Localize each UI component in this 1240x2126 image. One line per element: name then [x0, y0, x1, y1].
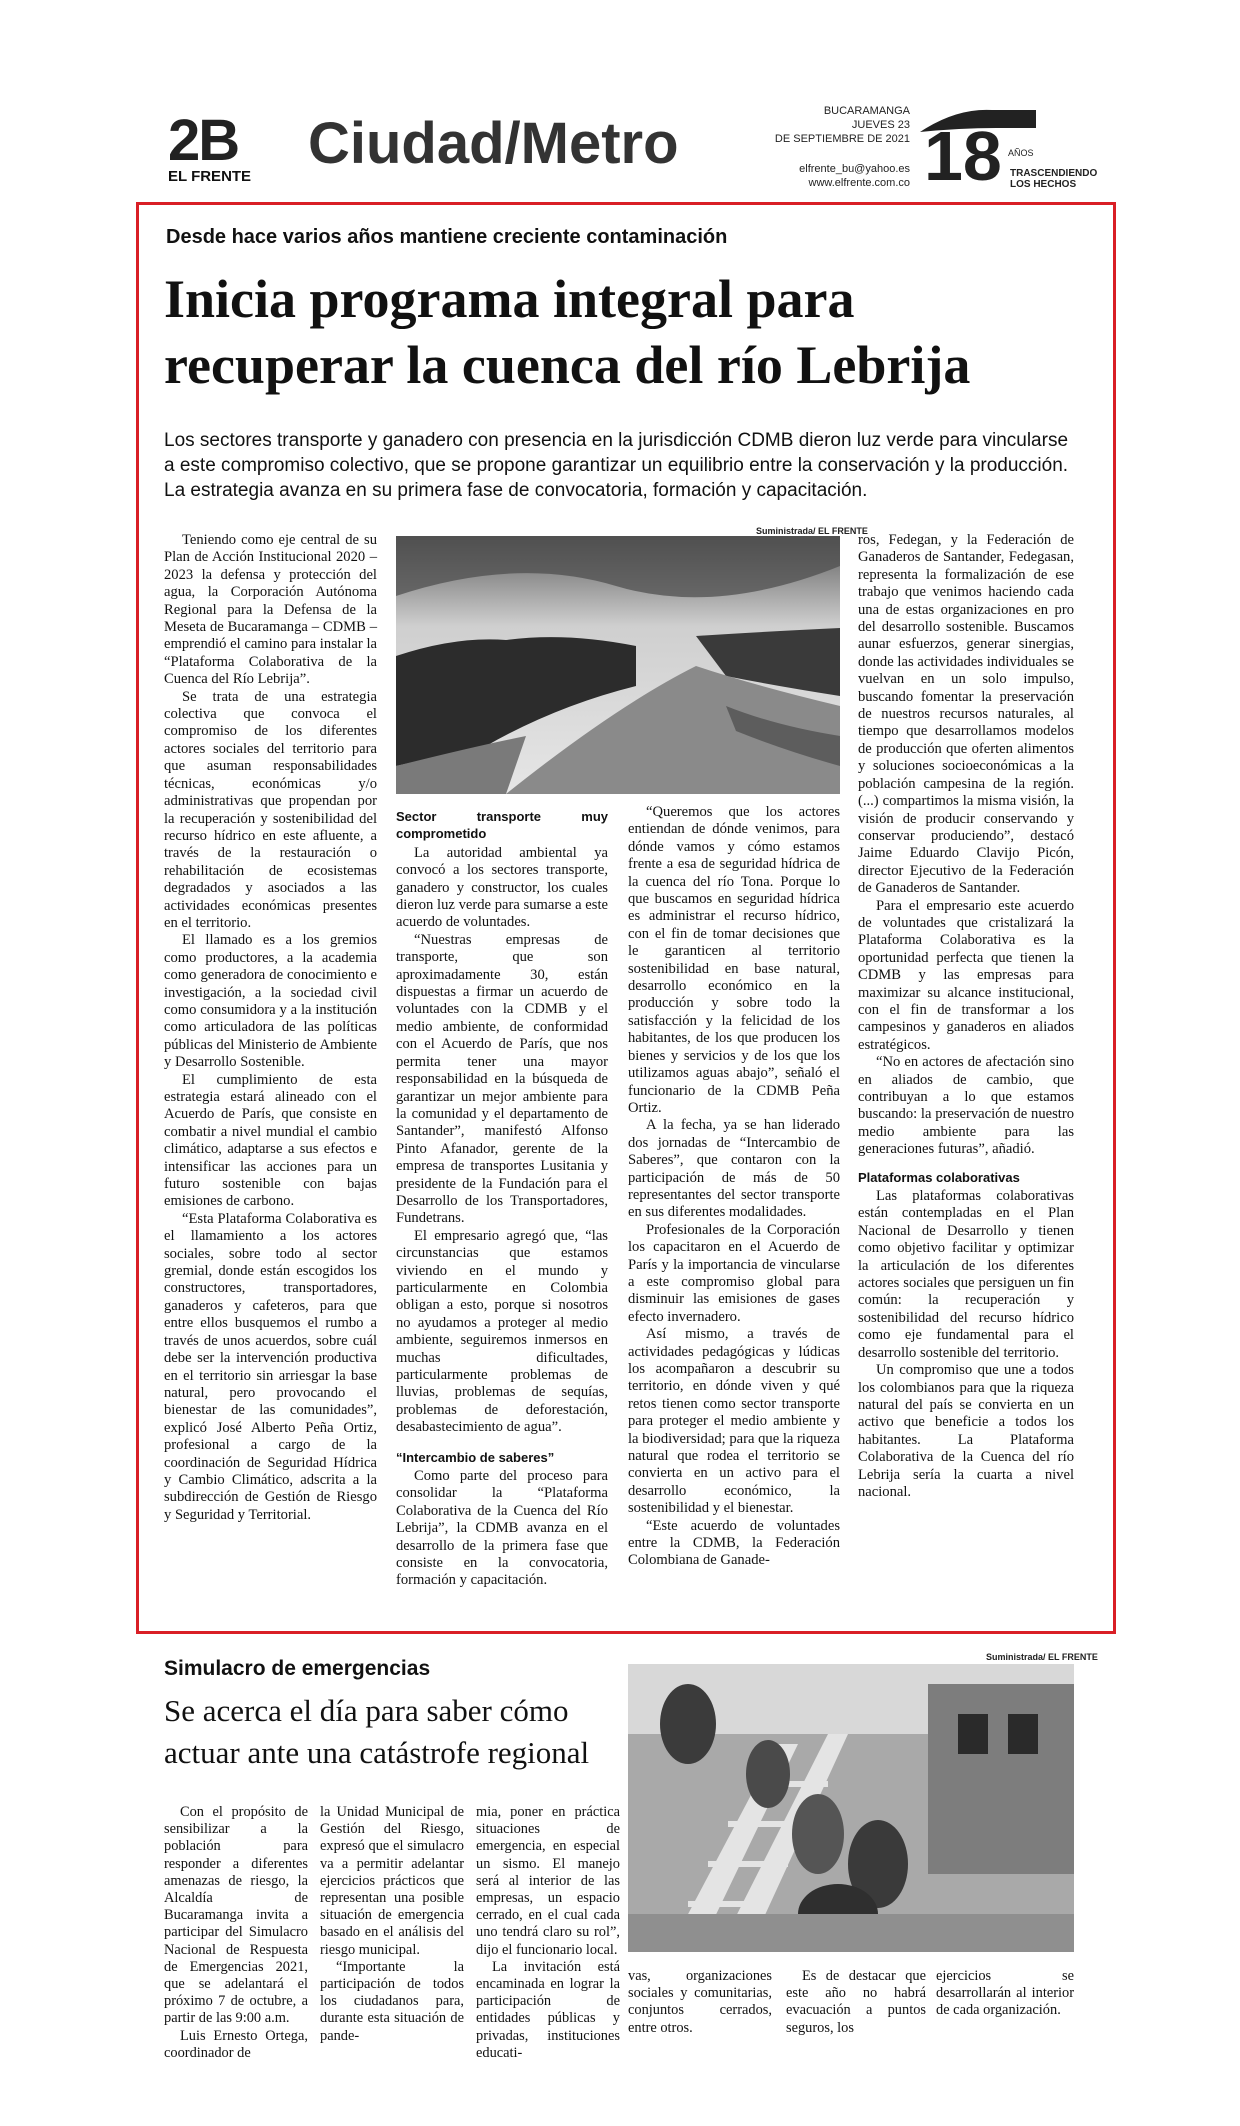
paragraph: Como parte del proceso para consolidar la “Plataforma Colaborativa de la Cuenca del Río Lebrija”, la CDMB avanza en el desarrollo de la primera fase que consiste en la convocatoria, formación y capacitación. [396, 1468, 608, 1589]
main-column-4 [858, 532, 1074, 1610]
main-headline-line-1: Inicia programa integral para [164, 269, 855, 329]
second-column-6 [936, 1968, 1074, 2028]
paragraph: “Queremos que los actores entiendan de dónde venimos, para dónde vamos y cómo estamos frente a esa de seguridad hídrica de la cuenca del río Tona. Porque lo que buscamos en seguridad hídrica es administrar el recurso hídrico, con el fin de tomar decisiones que le garanticen al territorio sostenibilidad en base natural, desarrollo económico en la producción y sobre todo la satisfacción y la felicidad de los habitantes, de los que producen los bienes y servicios y de los que los utilizamos aguas abajo”, señaló el funcionario de la CDMB Peña Ortiz. [628, 804, 840, 1116]
subhead-knowledge-exchange: “Intercambio de saberes” [396, 1449, 555, 1465]
paragraph: “No en actores de afectación sino en aliados de cambio, que contribuyan a lo que estamos buscando: la preservación de nuestro medio ambiente para las generaciones futuras”, añadió. [858, 1054, 1074, 1158]
main-headline [164, 266, 1094, 398]
header-date-day: JUEVES 23 [851, 119, 910, 131]
paragraph: Las plataformas colaborativas están contempladas en el Plan Nacional de Desarrollo y tienen como objetivo facilitar y optimizar la articulación de los diferentes actores sociales que persiguen un fin común: la recuperación y sostenibilidad del recurso hídrico como eje fundamental para el desarrollo sostenible del territorio. [858, 1188, 1074, 1361]
header-city: BUCARAMANGA [823, 105, 910, 117]
second-column-3 [476, 1804, 620, 2061]
paragraph: Es de destacar que este año no habrá evacuación a puntos seguros, los [786, 1968, 926, 2036]
main-column-3 [628, 804, 840, 1610]
paragraph: “Este acuerdo de voluntades entre la CDMB, la Federación Colombiana de Ganade- [628, 1517, 840, 1569]
second-headline [164, 1690, 624, 1774]
paragraph: Un compromiso que une a todos los colombianos para que la riqueza natural del país se convierta en un activo que beneficie a todos los habitantes. La Plataforma Colaborativa de la Cuenca del río Lebrija sería la cuarta a nivel nacional. [858, 1362, 1074, 1500]
tagline-line-1: TRASCENDIENDO [1010, 168, 1098, 179]
header-website[interactable]: www.elfrente.com.co [808, 177, 910, 189]
paragraph: El empresario agregó que, “las circunstancias que estamos viviendo en el mundo y particularmente en Colombia obligan a esto, porque si nosotros no ayudamos a proteger al medio ambiente, seguiremos inmersos en muchas dificultades, particularmente problemas de lluvias, problemas de sequías, problemas de deforestación, desabastecimiento de agua”. [396, 1227, 608, 1436]
paragraph: mia, poner en práctica situaciones de emergencia, en especial un sismo. El manejo será al interior de las empresas, un espacio cerrado, en el cual cada uno tendrá claro su rol”, dijo el funcionario local. [476, 1804, 620, 1958]
tagline-line-2: LOS HECHOS [1010, 179, 1077, 190]
paragraph: Así mismo, a través de actividades pedagógicas y lúdicas los acompañaron a descubrir su territorio, en dónde viven y qué retos tienen como sector transporte para proteger el medio ambiente y la biodiversidad; para que la riqueza natural que rodea el territorio se convierta en un activo para el desarrollo económico, la sostenibilidad y el bienestar. [628, 1326, 840, 1517]
second-column-2 [320, 1804, 464, 2044]
anniversary-years-label: AÑOS [1008, 148, 1034, 158]
paragraph: El llamado es a los gremios como productores, a la academia como generadora de conocimiento e investigación, a la sociedad civil como consumidora y a la institución como articuladora de las políticas públicas del Ministerio de Ambiente y Desarrollo Sostenible. [164, 932, 377, 1071]
paragraph: Teniendo como eje central de su Plan de Acción Institucional 2020 – 2023 la defensa y protección del agua, la Corporación Autónoma Regional para la Defensa de la Meseta de Bucaramanga – CDMB – emprendió el camino para instalar la “Plataforma Colaborativa de la Cuenca del Río Lebrija”. [164, 532, 377, 688]
main-photo-credit: Suministrada/ EL FRENTE [756, 526, 868, 536]
newspaper-brand: EL FRENTE [168, 168, 252, 185]
main-column-1 [164, 532, 377, 1610]
paragraph: “Importante la participación de todos los ciudadanos para, durante esta situación de pande- [320, 1958, 464, 2044]
header-date-month: DE SEPTIEMBRE DE 2021 [774, 133, 910, 145]
paragraph: A la fecha, ya se han liderado dos jornadas de “Intercambio de Saberes”, que contaron con la participación de más de 50 representantes del sector transporte en sus diferentes modalidades. [628, 1117, 840, 1221]
anniversary-tagline [1010, 168, 1097, 190]
main-lead: Los sectores transporte y ganadero con presencia en la jurisdicción CDMB dieron luz verde para vincularse a este compromiso colectivo, que se propone garantizar un equilibrio entre la conservación y la producción. La estrategia avanza en su primera fase de convocatoria, formación y capacitación. [164, 430, 1069, 501]
main-column-2 [396, 804, 608, 1610]
paragraph: ejercicios se desarrollarán al interior de cada organización. [936, 1968, 1074, 2019]
drill-photo [628, 1664, 1074, 1952]
second-column-4 [628, 1968, 772, 2036]
header-meta [775, 104, 910, 190]
paragraph: vas, organizaciones sociales y comunitarias, conjuntos cerrados, entre otros. [628, 1968, 772, 2036]
paragraph: “Nuestras empresas de transporte, que son aproximadamente 30, están dispuestas a firmar un acuerdo de voluntades con la CDMB y el medio ambiente, de conformidad con el Acuerdo de París, que nos permita tener una mayor responsabilidad en la búsqueda de garantizar un mejor ambiente para la comunidad y el departamento de Santander”, manifestó Alfonso Pinto Afanador, gerente de la empresa de transportes Lusitania y presidente de la Fundación para el Desarrollo de los Transportadores, Fundetrans. [396, 931, 608, 1227]
paragraph: Profesionales de la Corporación los capacitaron en el Acuerdo de París y la importancia de vincularse a este compromiso global para disminuir las emisiones de gases efecto invernadero. [628, 1221, 840, 1325]
paragraph: El cumplimiento de esta estrategia estará alineado con el Acuerdo de París, que consiste en combatir a nivel mundial el cambio climático, adaptarse a sus efectos e intensificar las acciones para un futuro sostenible con bajas emisiones de carbono. [164, 1071, 377, 1210]
second-column-5 [786, 1968, 926, 2036]
subhead-platforms: Plataformas colaborativas [858, 1169, 1020, 1185]
paragraph: Se trata de una estrategia colectiva que convoca el compromiso de los diferentes actores sociales del territorio para que asuman responsabilidades técnicas, económicas y/o administrativas que propendan por la recuperación y sostenibilidad del recurso hídrico en este afluente, a través de la restauración o rehabilitación de ecosistemas degradados y asociados a las actividades económicas presentes en el territorio. [164, 688, 377, 931]
paragraph: “Esta Plataforma Colaborativa es el llamamiento a los actores sociales, sobre todo al sector gremial, donde están escogidos los constructores, transportadores, ganaderos y cafeteros, para que entre ellos busquemos el rumbo a través de unos acuerdos, sobre cuál debe ser la intervención productiva en el territorio sin arriesgar la base natural, pero provocando el bienestar de las comunidades”, explicó José Alberto Peña Ortiz, profesional a cargo de la coordinación de Seguridad Hídrica y Cambio Climático, adscrita a la subdirección de Gestión de Riesgo y Seguridad y Territorial. [164, 1210, 377, 1523]
paragraph: la Unidad Municipal de Gestión del Riesgo, expresó que el simulacro va a permitir adelantar ejercicios prácticos que representan una posible situación de emergencia basado en el análisis del riesgo municipal. [320, 1804, 464, 1958]
anniversary-number: 18 [924, 117, 1002, 195]
paragraph: La autoridad ambiental ya convocó a los sectores transporte, ganadero y constructor, los cuales dieron luz verde para sumarse a este acuerdo de voluntades. [396, 844, 608, 931]
main-kicker: Desde hace varios años mantiene creciente contaminación [166, 226, 728, 248]
second-column-1 [164, 1804, 308, 2061]
header-email[interactable]: elfrente_bu@yahoo.es [799, 163, 910, 175]
paragraph: Con el propósito de sensibilizar a la población para responder a diferentes amenazas de riesgo, la Alcaldía de Bucaramanga invita a participar del Simulacro Nacional de Respuesta de Emergencias 2021, que se adelantará el próximo 7 de octubre, a partir de las 9:00 a.m. [164, 1804, 308, 2027]
main-headline-line-2: recuperar la cuenca del río Lebrija [164, 335, 971, 395]
subhead-transport: Sector transporte muy comprometido [396, 809, 608, 842]
paragraph: Para el empresario este acuerdo de voluntades que cristalizará la Plataforma Colaborativa es la oportunidad perfecta que tienen la CDMB y las empresas para maximizar su alcance institucional, con el fin de transformar a los campesinos y ganaderos en aliados estratégicos. [858, 897, 1074, 1053]
paragraph: ros, Fedegan, y la Federación de Ganaderos de Santander, Fedegasan, representa la formalización de ese trabajo que venimos haciendo cada una de estas organizaciones en pro del desarrollo sostenible. Buscamos aunar esfuerzos, generar sinergias, donde las actividades individuales se vuelvan en un solo impulso, buscando fomentar la preservación de nuestros recursos naturales, al tiempo que desarrollamos modelos de producción que oferten alimentos y soluciones socioeconómicas a la población campesina de la región. (...) compartimos la misma visión, la visión de producir conservando y conservar produciendo”, destacó Jaime Eduardo Clavijo Picón, director Ejecutivo de la Federación de Ganaderos de Santander. [858, 532, 1074, 897]
paragraph: La invitación está encaminada en lograr la participación de entidades públicas y privadas, instituciones educati- [476, 1958, 620, 2061]
second-kicker: Simulacro de emergencias [164, 1657, 431, 1680]
section-number: 2B [168, 108, 239, 173]
section-title: Ciudad/Metro [308, 111, 679, 176]
river-photo [396, 536, 840, 794]
paragraph: Luis Ernesto Ortega, coordinador de [164, 2027, 308, 2061]
second-headline-line-1: Se acerca el día para saber cómo [164, 1693, 569, 1728]
second-photo-credit: Suministrada/ EL FRENTE [986, 1652, 1098, 1662]
second-headline-line-2: actuar ante una catástrofe regional [164, 1735, 590, 1770]
